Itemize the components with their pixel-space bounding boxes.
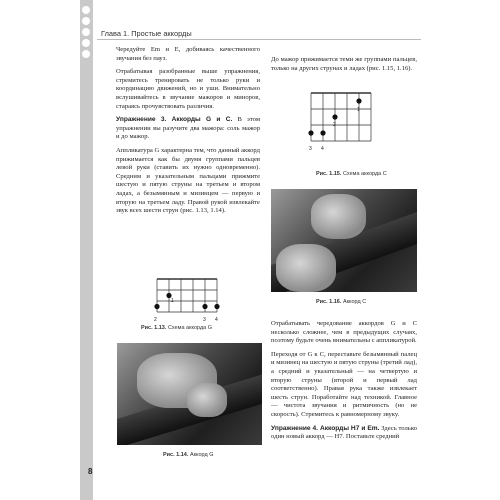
paragraph: Отрабатывая разобранные выше упражнения, стремитесь тренировать не только руки и координацию движений, но и уши. Внимательно вслушивайтесь в звучание мажоров и миноров, стараясь прочувствовать различия.	[116, 68, 260, 110]
figure-caption-1-16: Рис. 1.16. Аккорд C	[316, 299, 367, 305]
exercise-3-title: Упражнение 3. Аккорды G и C.	[116, 116, 233, 124]
finger-dot	[356, 98, 361, 103]
exercise-3-paragraph	[116, 116, 260, 142]
finger-label: 4	[321, 146, 324, 152]
figure-caption-1-13: Рис. 1.13. Схема аккорда G	[141, 325, 213, 331]
finger-label: 1	[357, 107, 360, 113]
chord-diagram-c	[304, 90, 379, 162]
finger-label: 3	[203, 317, 206, 323]
finger-dot	[332, 114, 337, 119]
page-number: 8	[88, 467, 93, 476]
paragraph: Отрабатывать чередование аккордов G и C несколько сложнее, чем в предыдущих случаях, поэтому будьте очень внимательны с аппликатурой.	[271, 320, 417, 345]
header-rule	[97, 39, 421, 40]
photo-chord-c	[271, 189, 417, 292]
exercise-3-text: В этом упражнении вы разучите два мажора: соль мажор и до мажор.	[116, 116, 260, 141]
paragraph: Аппликатура G характерна тем, что данный аккорд прижимается как бы двумя группами пальцев левой руки (ставить их нужно одновременно). Средним и указательным пальцами прижмите шестую и пятую струны на третьем и втором ладах, а безымянным и мизинцем — первую и вторую на третьем ладу. Правой рукой извлекайте звук всех шести струн (рис. 1.13, 1.14).	[116, 146, 260, 215]
side-strip	[80, 0, 93, 500]
left-column	[116, 46, 260, 221]
chapter-title: Глава 1. Простые аккорды	[101, 29, 192, 38]
right-column-top	[271, 56, 417, 78]
finger-dot	[154, 304, 159, 309]
finger-dot	[320, 130, 325, 135]
figure-caption-1-15: Рис. 1.15. Схема аккорда C	[316, 171, 387, 177]
exercise-4-text: Здесь только один новый аккорд — H7. Поставьте средний	[271, 424, 417, 441]
finger-label: 2	[154, 317, 157, 323]
finger-label: 4	[215, 317, 218, 323]
chord-diagram-g	[150, 276, 225, 326]
finger-dot	[214, 304, 219, 309]
figure-caption-1-14: Рис. 1.14. Аккорд G	[163, 452, 214, 458]
finger-dot	[308, 130, 313, 135]
finger-dot	[202, 304, 207, 309]
paragraph: Чередуйте Em и E, добиваясь качественного звучания без пауз.	[116, 46, 260, 62]
exercise-4-title: Упражнение 4. Аккорды H7 и Em.	[271, 424, 380, 432]
right-column-bottom	[271, 320, 417, 447]
side-dots	[82, 6, 91, 61]
exercise-4-paragraph	[271, 425, 417, 442]
paragraph: До мажор прижимается теми же группами пальцев, только на других струнах и ладах (рис. 1.15, 1.16).	[271, 56, 417, 72]
finger-label: 2	[333, 122, 336, 128]
photo-chord-g	[117, 343, 262, 445]
finger-label: 1	[171, 298, 174, 304]
finger-label: 3	[309, 146, 312, 152]
paragraph: Переходя от G к C, переставьте безымянный палец и мизинец на шестую и пятую струны (третий лад), а средний и указательный — на четвертую и вторую струны (второй и первый лад соответственно). Правая рука также извлекает шесть струн. Поработайте над техникой. Главное — чистота звучания и ритмичность (но не скорость). Стремитесь к равномерному звуку.	[271, 350, 417, 418]
